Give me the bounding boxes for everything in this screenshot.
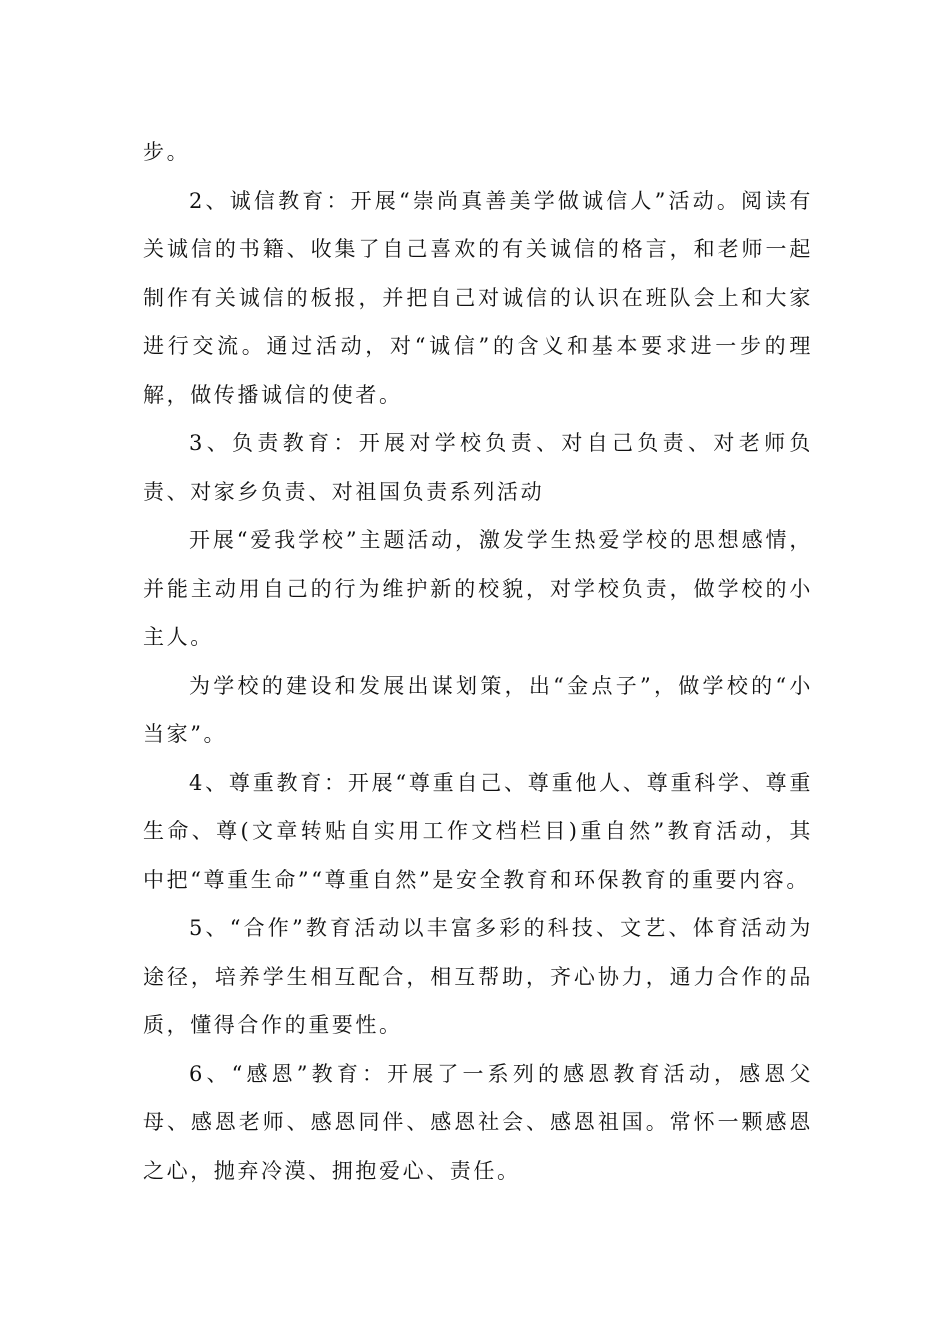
paragraph-gratitude-education: 6、“感恩”教育：开展了一系列的感恩教育活动，感恩父母、感恩老师、感恩同伴、感恩社会、感恩祖国。常怀一颗感恩之心，抛弃冷漠、拥抱爱心、责任。 xyxy=(143,1061,813,1183)
paragraph-school-suggestions: 为学校的建设和发展出谋划策，出“金点子”，做学校的“小当家”。 xyxy=(143,673,813,746)
paragraph-respect-education: 4、尊重教育：开展“尊重自己、尊重他人、尊重科学、尊重生命、尊(文章转贴自实用工作文档栏目)重自然”教育活动，其中把“尊重生命”“尊重自然”是安全教育和环保教育的重要内容。 xyxy=(143,770,813,892)
paragraph-continuation: 步。 xyxy=(143,140,191,164)
paragraph-cooperation-education: 5、“合作”教育活动以丰富多彩的科技、文艺、体育活动为途径，培养学生相互配合，相互帮助，齐心协力，通力合作的品质，懂得合作的重要性。 xyxy=(143,916,813,1037)
paragraph-love-school: 开展“爱我学校”主题活动，激发学生热爱学校的思想感情，并能主动用自己的行为维护新的校貌，对学校负责，做学校的小主人。 xyxy=(143,528,813,649)
document-body xyxy=(143,128,813,1195)
paragraph-responsibility-education: 3、负责教育：开展对学校负责、对自己负责、对老师负责、对家乡负责、对祖国负责系列活动 xyxy=(143,431,813,504)
paragraph-integrity-education: 2、诚信教育：开展“崇尚真善美学做诚信人”活动。阅读有关诚信的书籍、收集了自己喜欢的有关诚信的格言，和老师一起制作有关诚信的板报，并把自己对诚信的认识在班队会上和大家进行交流。通过活动，对“诚信”的含义和基本要求进一步的理解，做传播诚信的使者。 xyxy=(143,188,813,407)
